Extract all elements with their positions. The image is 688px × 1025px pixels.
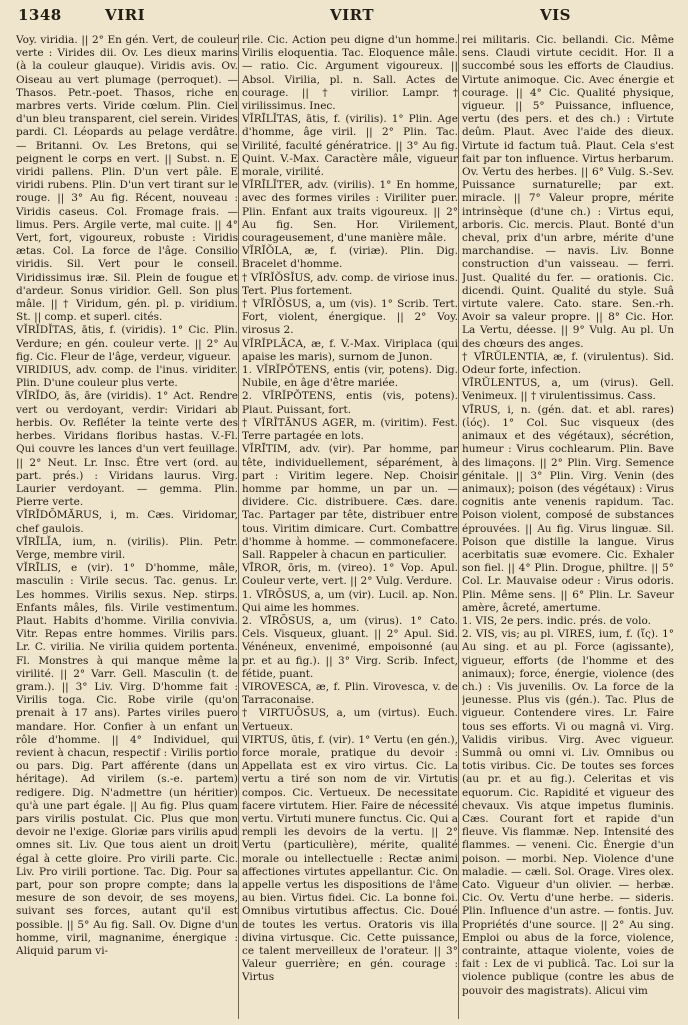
dictionary-entry: 2. VĬRĬPŎTENS, entis (vis, potens). Plaut. Puissant, fort. — [242, 390, 458, 416]
dictionary-entry: Voy. viridia. || 2° En gén. Vert, de couleur verte : Virides dii. Ov. Les dieux marins (à la couleur glauque). Viridis avis. Ov. Oiseau au vert plumage (perroquet). — Thasos. Petr.-poet. Thasos, riche en marbres verts. Viride cœlum. Plin. Ciel d'un bleu transparent, ciel serein. Virides pardi. Cl. Léopards au pelage verdâtre. — Britanni. Ov. Les Bretons, qui se peignent le corps en vert. || Subst. n. E viridi pallens. Plin. D'un vert pâle. E viridi rubens. Plin. D'un vert tirant sur le rouge. || 3° Au fig. Récent, nouveau : Viridis caseus. Col. Fromage frais. — limus. Pers. Argile verte, mal cuite. || 4° Vert, fort, vigoureux, robuste : Viridis ætas. Col. La force de l'âge. Consilio viridis. Sil. Vert pour le conseil. Viridissimus iræ. Sil. Plein de fougue et d'ardeur. Sonus viridior. Gell. Son plus mâle. || † Viridum, gén. pl. p. viridium. St. || comp. et superl. cités. — [16, 34, 238, 324]
dictionary-entry: † VĬRĬŎSĬUS, adv. comp. de viriose inus. Tert. Plus fortement. — [242, 271, 458, 297]
guide-word-right: VIS — [540, 6, 571, 24]
guide-word-center: VIRT — [330, 6, 375, 24]
dictionary-entry: VĬRĪLĬA, ium, n. (virilis). Plin. Petr. Verge, membre viril. — [16, 535, 238, 561]
dictionary-entry: VĬRĪLIS, e (vir). 1° D'homme, mâle, masculin : Virile secus. Tac. genus. Lr. Les hommes. Virilis sexus. Nep. stirps. Enfants mâles, fils. Virile vestimentum. Plaut. Habits d'homme. Virilia convivia. Vitr. Repas entre hommes. Virilis pars. Lr. C. virilia. Ne virilia quidem portenta. Fl. Monstres à qui manque même la virilité. || 2° Varr. Gell. Masculin (t. de gram.). || 3° Liv. Virg. D'homme fait : Virilis toga. Cic. Robe virile (qu'on prenait à 17 ans). Partes viriles puero mandare. Hor. Confier à un enfant un rôle d'homme. || 4° Individuel, qui revient à chacun, respectif : Virilis portio ou pars. Dig. Part afférente (dans un héritage). Ad virilem (s.-e. partem) redigere. Dig. N'admettre (un héritier) qu'à une part égale. || Au fig. Plus quam pars virilis postulat. Cic. Plus que mon devoir ne l'exige. Gloriæ pars virilis apud omnes sit. Liv. Que tous aient un droit égal à cette gloire. Pro virili parte. Cic. Liv. Pro virili portione. Tac. Dig. Pour sa part, pour son propre compte; dans la mesure de son devoir, de ses moyens, suivant ses forces, autant qu'il est possible. || 5° Au fig. Sall. Ov. Digne d'un homme, viril, magnanime, énergique : Aliquid parum vi- — [16, 562, 238, 958]
dictionary-entry: VIROVESCA, æ, f. Plin. Virovesca, v. de Tarraconaise. — [242, 680, 458, 707]
dictionary-entry: rile. Cic. Action peu digne d'un homme. Virilis eloquentia. Tac. Eloquence mâle. — ratio. Cic. Argument vigoureux. || Absol. Virilia, pl. n. Sall. Actes de courage. || † virilior. Lampr. † virilissimus. Inec. — [242, 34, 458, 113]
dictionary-entry: VIRIDIUS, adv. comp. de l'inus. viriditer. Plin. D'une couleur plus verte. — [16, 364, 238, 390]
column-left — [16, 34, 238, 1019]
text-columns — [16, 34, 676, 1019]
dictionary-entry: † VIRTUŌSUS, a, um (virtus). Euch. Vertueux. — [242, 707, 458, 733]
dictionary-entry: VĪROR, ōris, m. (vireo). 1° Vop. Apul. Couleur verte, vert. || 2° Vulg. Verdure. — [242, 562, 458, 588]
dictionary-entry: VĬRĬDO, ās, āre (viridis). 1° Act. Rendre vert ou verdoyant, verdir: Viridari ab herbis. Ov. Refléter la teinte verte des herbes. Viridans floribus hastas. V.-Fl. Qui couvre les lances d'un vert feuillage. || 2° Neut. Lr. Insc. Être vert (ord. au part. prés.) : Viridans laurus. Virg. Laurier verdoyant. — gemma. Plin. Pierre verte. — [16, 390, 238, 509]
dictionary-entry: † VĬRĬTĀNUS AGER, m. (viritim). Fest. Terre partagée en lots. — [242, 416, 458, 443]
dictionary-entry: VĬRĪTIM, adv. (vir). Par homme, par tête, individuellement, séparément, à part : Viritim legere. Nep. Choisir homme par homme, un par un. — dividere. Cic. distribuere. Cæs. dare. Tac. Partager par tête, distribuer entre tous. Viritim dimicare. Curt. Combattre d'homme à homme. — commonefacere. Sall. Rappeler à chacun en particulier. — [242, 443, 458, 561]
dictionary-entry: VĬRĬDĬTAS, ātis, f. (viridis). 1° Cic. Plin. Verdure; en gén. couleur verte. || 2° Au fig. Cic. Fleur de l'âge, verdeur, vigueur. — [16, 324, 238, 363]
dictionary-entry: † VĪRŬLENTIA, æ, f. (virulentus). Sid. Odeur forte, infection. — [462, 350, 674, 377]
dictionary-entry: VĪRŬLENTUS, a, um (virus). Gell. Venimeux. || † virulentissimus. Cass. — [462, 377, 674, 403]
page-number: 1348 — [18, 6, 62, 24]
dictionary-entry: VĪRUS, i, n. (gén. dat. et abl. rares) (ἰός). 1° Col. Suc visqueux (des animaux et des végétaux), sécrétion, humeur : Virus cochlearum. Plin. Bave des limaçons. || 2° Plin. Virg. Semence génitale. || 3° Plin. Virg. Venin (des animaux); poison (des végétaux) : Virus cognitis ante venenis rapidum. Tac. Poison violent, composé de substances éprouvées. || Au fig. Virus linguæ. Sil. Poison que distille la langue. Virus acerbitatis suæ evomere. Cic. Exhaler son fiel. || 4° Plin. Drogue, philtre. || 5° Col. Lr. Mauvaise odeur : Virus odoris. Plin. Même sens. || 6° Plin. Lr. Saveur amère, âcreté, amertume. — [462, 403, 674, 614]
column-right — [462, 34, 674, 1019]
dictionary-entry: 1. VIS, 2e pers. indic. prés. de volo. — [462, 614, 651, 627]
running-header — [0, 6, 688, 32]
dictionary-entry: VĬRĪLĬTAS, ātis, f. (virilis). 1° Plin. Age d'homme, âge viril. || 2° Plin. Tac. Virilité, faculté génératrice. || 3° Au fig. Quint. V.-Max. Caractère mâle, vigueur morale, virilité. — [242, 113, 458, 179]
dictionary-entry: 2. VĪRŌSUS, a, um (virus). 1° Cato. Cels. Visqueux, gluant. || 2° Apul. Sid. Vénéneux, envenimé, empoisonné (au pr. et au fig.). || 3° Virg. Scrib. Infect, fétide, puant. — [242, 614, 458, 680]
column-middle — [242, 34, 458, 1019]
dictionary-entry: rei militaris. Cic. bellandi. Cic. Même sens. Claudi virtute cecidit. Hor. Il a succombé sous les efforts de Claudius. Virtute animoque. Cic. Avec énergie et courage. || 4° Cic. Qualité physique, vigueur. || 5° Puissance, influence, vertu (des pers. et des ch.) : Virtute deûm. Plaut. Avec l'aide des dieux. Virtute id factum tuâ. Plaut. Cela s'est fait par ton influence. Virtus herbarum. Ov. Vertu des herbes. || 6° Vulg. S.-Sev. Puissance surnaturelle; par ext. miracle. || 7° Valeur propre, mérite intrinsèque (d'une ch.) : Virtus equi, arboris. Cic. mercis. Plaut. Bonté d'un cheval, prix d'un arbre, mérite d'une marchandise. — navis. Liv. Bonne construction d'un vaisseau. — ferri. Just. Qualité du fer. — orationis. Cic. dicendi. Quint. Qualité du style. Suâ virtute valere. Cato. stare. Sen.-rh. Avoir sa valeur propre. || 8° Cic. Hor. La Vertu, déesse. || 9° Vulg. Au pl. Un des chœurs des anges. — [462, 34, 674, 350]
dictionary-entry: VĬRĬŎLA, æ, f. (viriæ). Plin. Dig. Bracelet d'homme. — [242, 245, 458, 271]
dictionary-entry: VĬRĪLĬTER, adv. (virilis). 1° En homme, avec des formes viriles : Viriliter puer. Plin. Enfant aux traits vigoureux. || 2° Au fig. Sen. Hor. Virilement, courageusement, d'une manière mâle. — [242, 179, 458, 245]
dictionary-entry: 1. VĪRŌSUS, a, um (vir). Lucil. ap. Non. Qui aime les hommes. — [242, 588, 458, 614]
dictionary-entry: † VĬRĬŎSUS, a, um (vis). 1° Scrib. Tert. Fort, violent, énergique. || 2° Voy. virosus 2. — [242, 298, 458, 337]
dictionary-entry: 1. VĬRĬPŎTENS, entis (vir, potens). Dig. Nubile, en âge d'être mariée. — [242, 364, 458, 390]
dictionary-entry: VIRTUS, ūtis, f. (vir). 1° Vertu (en gén.), force morale, pratique du devoir : Appellata est ex viro virtus. Cic. La vertu a tiré son nom de vir. Virtutis compos. Cic. Vertueux. De necessitate facere virtutem. Hier. Faire de nécessité vertu. Virtuti munere functus. Cic. Qui a rempli les devoirs de la vertu. || 2° Vertu (particulière), mérite, qualité morale ou intellectuelle : Rectæ animi affectiones virtutes appellantur. Cic. On appelle vertus les dispositions de l'âme au bien. Virtus fidei. Cic. La bonne foi. Omnibus virtutibus affectus. Cic. Doué de toutes les vertus. Oratoris vis illa divina virtusque. Cic. Cette puissance, ce talent merveilleux de l'orateur. || 3° Valeur guerrière; en gén. courage : Virtus — [242, 733, 458, 984]
dictionary-entry: 2. VIS, vis; au pl. VIRES, ium, f. (ἴς). 1° Au sing. et au pl. Force (agissante), vigueur, efforts (de l'homme et des animaux); force, énergie, violence (des ch.) : Vis juvenilis. Ov. La force de la jeunesse. Plus vis (gén.). Tac. Plus de vigueur. Contendere vires. Lr. Faire tous ses efforts. Vi ou magnâ vi. Virg. Validis viribus. Virg. Avec vigueur. Summâ ou omni vi. Liv. Omnibus ou totis viribus. Cic. De toutes ses forces (au pr. et au fig.). Celeritas et vis equorum. Cic. Rapidité et vigueur des chevaux. Vis atque impetus fluminis. Cæs. Courant fort et rapide d'un fleuve. Vis flammæ. Nep. Intensité des flammes. — veneni. Cic. Énergie d'un poison. — morbi. Nep. Violence d'une maladie. — cæli. Sol. Orage. Vires olex. Cato. Vigueur d'un olivier. — herbæ. Cic. Ov. Vertu d'une herbe. — sideris. Plin. Influence d'un astre. — fontis. Juv. Propriétés d'une source. || 2° Au sing. Emploi ou abus de la force, violence, contrainte, attaque violente, voies de fait : Lex de vi publicâ. Tac. Loi sur la violence publique (contre les abus de pouvoir des magistrats). Alicui vim — [462, 628, 674, 997]
guide-word-left: VIRI — [105, 6, 146, 24]
dictionary-entry: VĬRĬDŌMĂRUS, i, m. Cæs. Viridomar, chef gaulois. — [16, 509, 238, 535]
dictionary-entry: VĬRĬPLĂCA, æ, f. V.-Max. Viriplaca (qui apaise les maris), surnom de Junon. — [242, 337, 458, 363]
